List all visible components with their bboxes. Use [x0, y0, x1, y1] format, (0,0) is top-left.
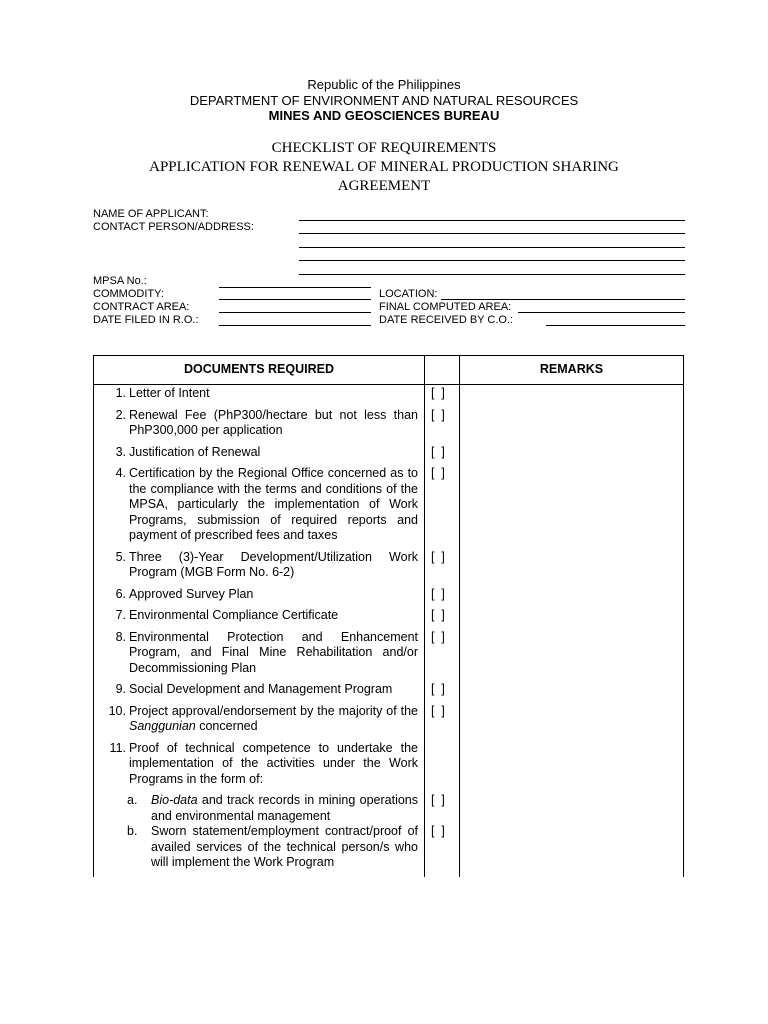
header-bureau: MINES AND GEOSCIENCES BUREAU — [268, 108, 500, 123]
item-text: Project approval/endorsement by the majority of the Sanggunian concerned — [129, 703, 418, 733]
checkbox[interactable]: [ ] — [425, 581, 460, 603]
title-checklist: CHECKLIST OF REQUIREMENTS — [271, 140, 497, 156]
title-agreement: AGREEMENT — [337, 178, 431, 194]
contact-address-line-3[interactable] — [299, 260, 685, 261]
checkbox[interactable]: [ ] — [425, 698, 460, 735]
checkbox[interactable]: [ ] — [425, 402, 460, 439]
sub-item-text: Bio-data and track records in mining operations and environmental management — [151, 793, 418, 823]
sub-item-letter: a. — [127, 793, 138, 807]
contract-area-line[interactable] — [219, 312, 371, 313]
item-number: 8. — [115, 629, 126, 644]
commodity-label: COMMODITY: — [93, 288, 164, 300]
final-computed-area-label: FINAL COMPUTED AREA: — [379, 301, 512, 313]
date-received-line[interactable] — [546, 325, 685, 326]
date-received-label: DATE RECEIVED BY C.O.: — [379, 314, 514, 326]
checkbox[interactable]: [ ] — [425, 787, 460, 824]
final-computed-area-line[interactable] — [518, 312, 685, 313]
checkbox[interactable]: [ ] — [425, 676, 460, 698]
item-text: Three (3)-Year Development/Utilization Work Program (MGB Form No. 6-2) — [129, 549, 418, 579]
contact-address-line-4[interactable] — [299, 274, 685, 275]
item-number: 5. — [115, 549, 126, 564]
commodity-line[interactable] — [219, 299, 371, 300]
documents-required-header: DOCUMENTS REQUIRED — [94, 356, 425, 385]
header-republic: Republic of the Philippines — [307, 77, 461, 92]
checkbox[interactable]: [ ] — [425, 602, 460, 624]
checkbox[interactable]: [ ] — [425, 624, 460, 677]
title-application: APPLICATION FOR RENEWAL OF MINERAL PRODUCTION SHARING — [149, 159, 619, 175]
table-row — [94, 385, 684, 402]
table-header-row — [94, 356, 684, 385]
checkbox-header — [425, 356, 460, 385]
checkbox[interactable]: [ ] — [425, 824, 460, 875]
item-text: Social Development and Management Program — [129, 682, 393, 696]
item-number: 4. — [115, 466, 126, 480]
contact-person-label: CONTACT PERSON/ADDRESS: — [93, 221, 254, 233]
checkbox[interactable]: [ ] — [425, 460, 460, 544]
checkbox[interactable]: [ ] — [425, 385, 460, 402]
remarks-cell[interactable] — [460, 385, 684, 877]
sub-item-text: Sworn statement/employment contract/proof of availed services of the technical person/s who will implement the Work Program — [151, 824, 418, 869]
item-number: 11. — [109, 740, 126, 755]
contact-address-line-2[interactable] — [299, 247, 685, 248]
item-text: Proof of technical competence to undertake the implementation of the activities under the Work Programs in the form of: — [129, 740, 418, 786]
item-number: 10. — [108, 703, 126, 718]
checkbox-empty — [425, 735, 460, 788]
contract-area-label: CONTRACT AREA: — [93, 301, 190, 313]
item-text: Justification of Renewal — [129, 444, 261, 459]
sub-item-letter: b. — [127, 824, 138, 838]
item-number: 2. — [115, 407, 126, 422]
item-number: 6. — [115, 586, 126, 601]
header-department: DEPARTMENT OF ENVIRONMENT AND NATURAL RESOURCES — [189, 93, 579, 108]
item-text: Approved Survey Plan — [129, 586, 254, 601]
item-text: Environmental Protection and Enhancement Program, and Final Mine Rehabilitation and/or Decommissioning Plan — [129, 629, 418, 675]
item-number: 3. — [115, 444, 126, 459]
contact-address-line-1[interactable] — [299, 233, 685, 234]
documents-table — [93, 355, 684, 877]
date-filed-label: DATE FILED IN R.O.: — [93, 314, 199, 326]
date-filed-line[interactable] — [219, 325, 371, 326]
item-number: 1. — [115, 386, 126, 400]
name-of-applicant-label: NAME OF APPLICANT: — [93, 208, 209, 220]
item-text: Letter of Intent — [129, 386, 210, 400]
remarks-header: REMARKS — [460, 356, 684, 385]
mpsa-no-label: MPSA No.: — [93, 275, 147, 287]
item-text: Certification by the Regional Office concerned as to the compliance with the terms and conditions of the MPSA, particularly the implementation of Work Programs, submission of required reports and payment of prescribed fees and taxes — [129, 466, 418, 542]
location-label: LOCATION: — [379, 288, 438, 300]
checkbox[interactable]: [ ] — [425, 544, 460, 581]
item-number: 7. — [115, 608, 126, 622]
mpsa-no-line[interactable] — [219, 287, 371, 288]
item-number: 9. — [115, 682, 126, 696]
applicant-name-line[interactable] — [299, 220, 685, 221]
location-line[interactable] — [441, 299, 685, 300]
item-text: Environmental Compliance Certificate — [129, 608, 339, 622]
item-text: Renewal Fee (PhP300/hectare but not less than PhP300,000 per application — [129, 407, 418, 437]
checkbox[interactable]: [ ] — [425, 439, 460, 461]
